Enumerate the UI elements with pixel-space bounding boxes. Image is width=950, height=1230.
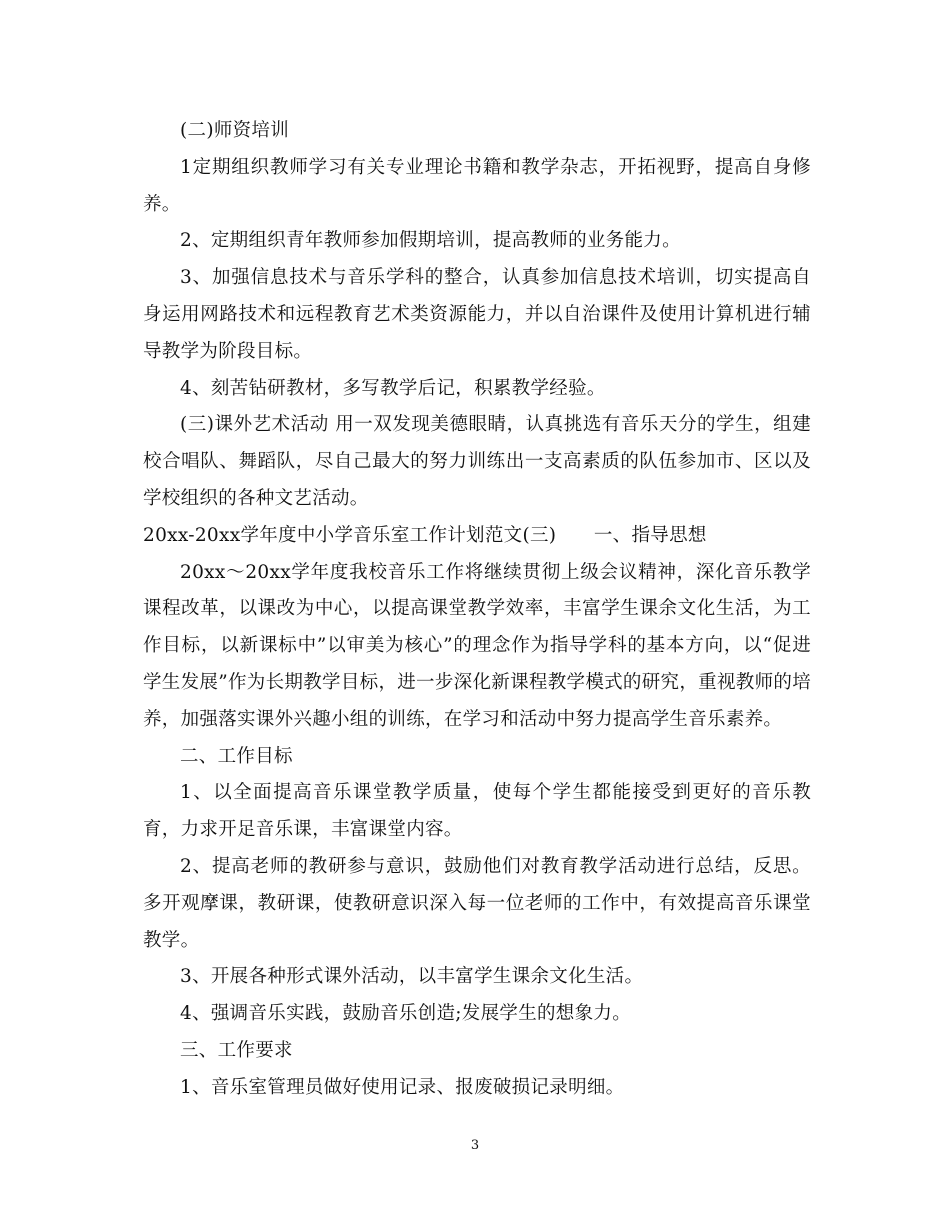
paragraph-goal-3: 3、开展各种形式课外活动，以丰富学生课余文化生活。 [180,966,644,988]
section-heading-work-requirements: 三、工作要求 [180,1039,293,1061]
section-heading-work-goals: 二、工作目标 [180,745,293,767]
paragraph-item-3: 3、加强信息技术与音乐学科的整合，认真参加信息技术培训，切实提高自身运用网路技术和远程教育艺术类资源能力，并以自治课件及使用计算机进行辅导教学为阶段目标。 [143,267,811,362]
paragraph-item-2: 2、定期组织青年教师参加假期培训，提高教师的业务能力。 [180,230,681,252]
paragraph-item-1: 1定期组织教师学习有关专业理论书籍和教学杂志，开拓视野，提高自身修养。 [143,156,811,215]
section-heading-teacher-training: (二)师资培训 [180,120,290,141]
paragraph-extracurricular-art: (三)课外艺术活动 用一双发现美德眼睛，认真挑选有音乐天分的学生，组建校合唱队、舞蹈队，尽自己最大的努力训练出一支高素质的队伍参加市、区以及学校组织的各种文艺活动。 [143,414,811,509]
page-number: 3 [470,1138,480,1153]
paragraph-goal-2: 2、提高老师的教研参与意识，鼓励他们对教育教学活动进行总结，反思。多开观摩课，教研课，使教研意识深入每一位老师的工作中，有效提高音乐课堂教学。 [143,855,811,951]
paragraph-requirement-1: 1、音乐室管理员做好使用记录、报废破损记录明细。 [180,1076,625,1098]
paragraph-goal-1: 1、以全面提高音乐课堂教学质量，使每个学生都能接受到更好的音乐教育，力求开足音乐课，丰富课堂内容。 [143,782,811,841]
paragraph-goal-4: 4、强调音乐实践，鼓励音乐创造;发展学生的想象力。 [180,1003,632,1025]
paragraph-item-4: 4、刻苦钻研教材，多写教学后记，积累教学经验。 [180,377,606,399]
document-body [143,113,811,1107]
document-section-title: 20xx-20xx学年度中小学音乐室工作计划范文(三) 一、指导思想 [143,524,707,546]
paragraph-guiding-thought: 20xx～20xx学年度我校音乐工作将继续贯彻上级会议精神，深化音乐教学课程改革，以课改为中心，以提高课堂教学效率，丰富学生课余文化生活，为工作目标，以新课标中”以审美为核心”的理念作为指导学科的基本方向，以“促进学生发展”作为长期教学目标，进一步深化新课程教学模式的研究，重视教师的培养，加强落实课外兴趣小组的训练，在学习和活动中努力提高学生音乐素养。 [143,561,811,730]
